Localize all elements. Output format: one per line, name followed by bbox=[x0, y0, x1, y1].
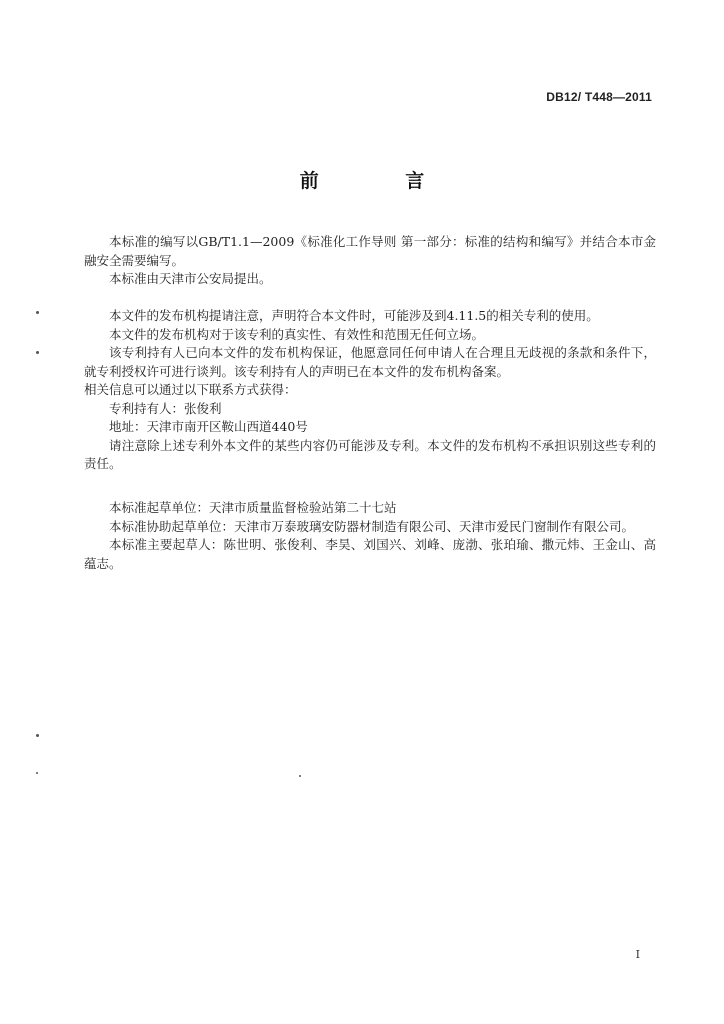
foreword-section-drafters bbox=[84, 499, 656, 573]
paragraph-patent-holder-assurance: 该专利持有人已向本文件的发布机构保证，他愿意同任何申请人在合理且无歧视的条款和条件下，就专利授权许可进行谈判。该专利持有人的声明已在本文件的发布机构备案。 bbox=[84, 345, 656, 379]
paragraph-patent-position: 本文件的发布机构对于该专利的真实性、有效性和范围无任何立场。 bbox=[109, 326, 485, 342]
paragraph-main-drafters: 本标准主要起草人：陈世明、张俊利、李昊、刘国兴、刘峰、庞渤、张珀瑜、撒元炜、王金山、高蕴志。 bbox=[84, 537, 656, 571]
paragraph-drafting-basis: 本标准的编写以GB/T1.1—2009《标准化工作导则 第一部分：标准的结构和编写》并结合本市金融安全需要编写。 bbox=[84, 234, 656, 268]
paragraph-other-patents: 请注意除上述专利外本文件的某些内容仍可能涉及专利。本文件的发布机构不承担识别这些专利的责任。 bbox=[84, 437, 656, 471]
scan-speck bbox=[36, 734, 39, 737]
page-title: 前 言 bbox=[299, 170, 465, 192]
scan-speck bbox=[36, 311, 39, 314]
paragraph-proposer: 本标准由天津市公安局提出。 bbox=[109, 271, 272, 286]
paragraph-patent-holder: 专利持有人：张俊利 bbox=[109, 400, 222, 416]
scan-speck bbox=[299, 775, 301, 777]
scan-speck bbox=[36, 351, 39, 354]
scan-speck bbox=[36, 772, 38, 774]
page-number: I bbox=[635, 948, 640, 961]
paragraph-patent-notice: 本文件的发布机构提请注意，声明符合本文件时，可能涉及到4.11.5的相关专利的使用。 bbox=[109, 308, 599, 323]
paragraph-contact-info: 相关信息可以通过以下联系方式获得： bbox=[84, 382, 297, 397]
foreword-section-1 bbox=[84, 233, 656, 289]
paragraph-address: 地址：天津市南开区鞍山西道440号 bbox=[109, 419, 308, 434]
paragraph-assisting-units: 本标准协助起草单位：天津市万泰玻璃安防器材制造有限公司、天津市爱民门窗制作有限公司。 bbox=[109, 518, 635, 534]
paragraph-drafting-unit: 本标准起草单位：天津市质量监督检验站第二十七站 bbox=[109, 500, 397, 515]
document-code: DB12/ T448—2011 bbox=[546, 90, 652, 104]
foreword-section-patent bbox=[84, 307, 656, 474]
